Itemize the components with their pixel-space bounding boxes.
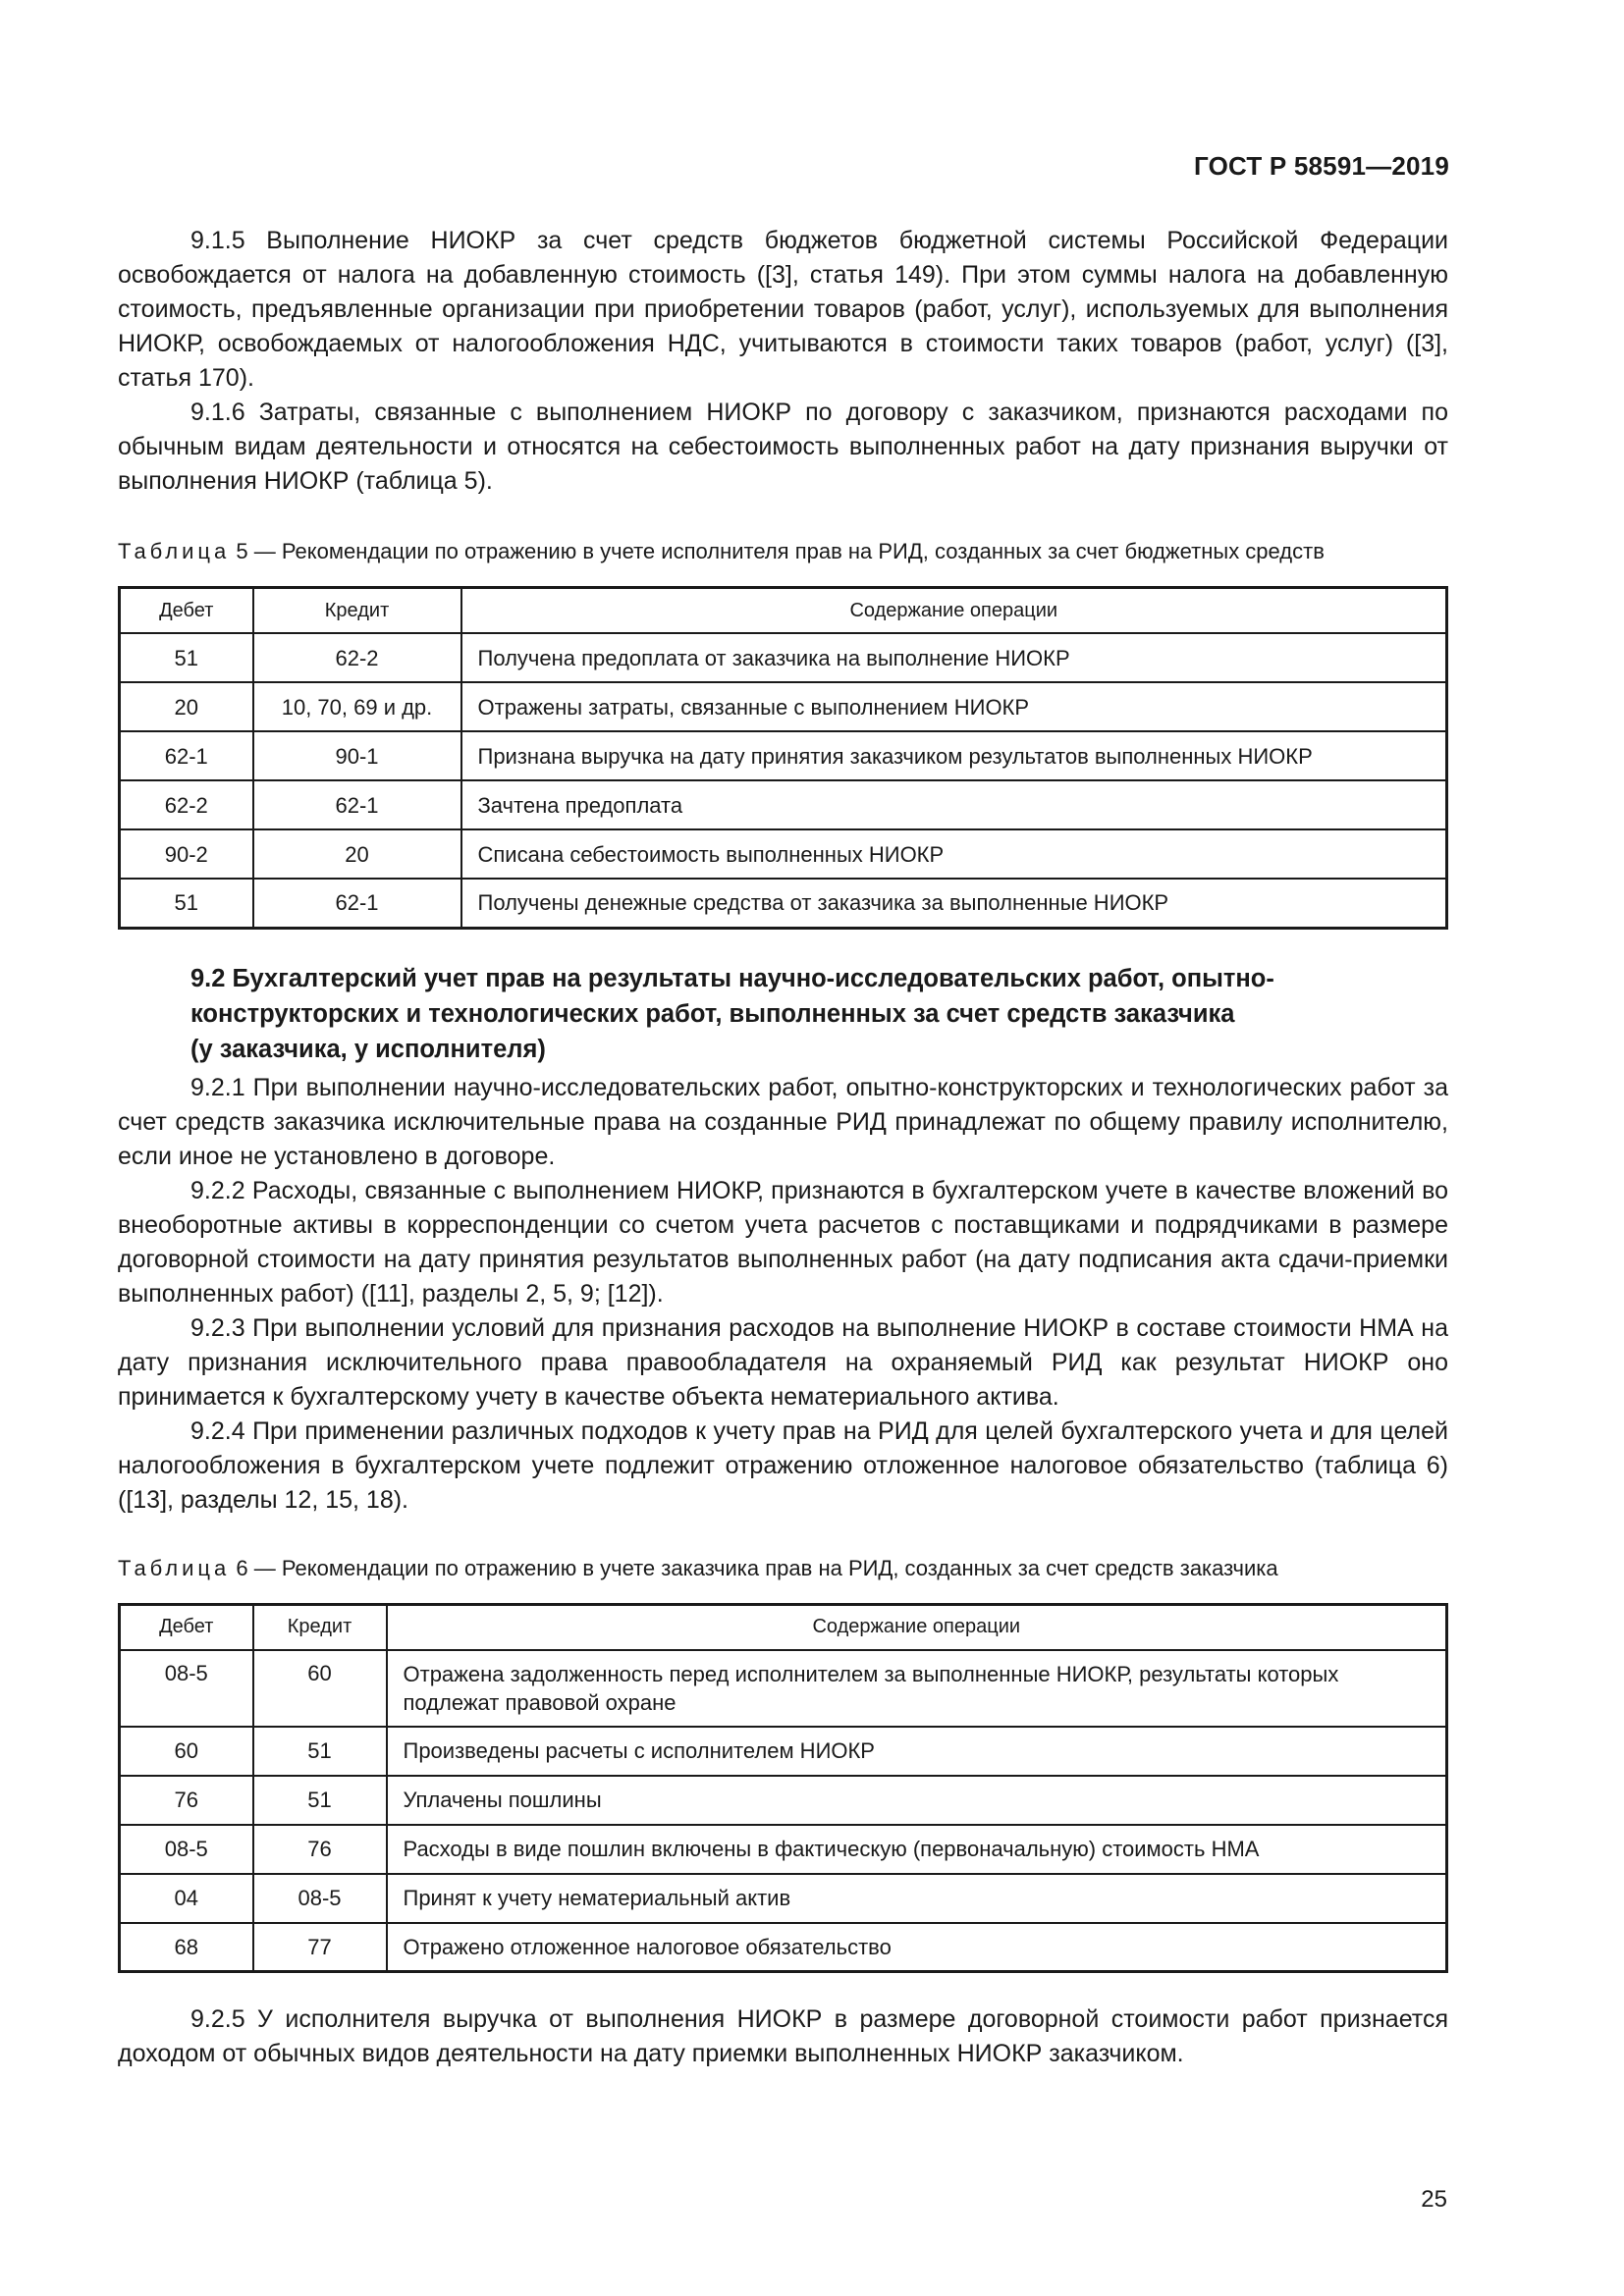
table5-header-operation: Содержание операции xyxy=(461,588,1447,634)
debit-cell: 62-2 xyxy=(120,780,253,829)
table-row xyxy=(120,1650,1447,1727)
operation-cell: Списана себестоимость выполненных НИОКР xyxy=(461,829,1447,879)
operation-cell: Получены денежные средства от заказчика за выполненные НИОКР xyxy=(461,879,1447,928)
paragraph-9-1-5: 9.1.5 Выполнение НИОКР за счет средств бюджетов бюджетной системы Российской Федерации освобождается от налога на добавленную стоимость ([3], статья 149). При этом суммы налога на добавленную стоимость, предъявленные организации при приобретении товаров (работ, услуг), используемых для выполнения НИОКР, освобождаемых от налогообложения НДС, учитываются в стоимости таких товаров (работ, услуг) ([3], статья 170). xyxy=(118,227,1448,392)
paragraph-9-1-6: 9.1.6 Затраты, связанные с выполнением НИОКР по договору с заказчиком, признаются расходами по обычным видам деятельности и относятся на себестоимость выполненных работ на дату признания выручки от выполнения НИОКР (таблица 5). xyxy=(118,399,1448,495)
table5-header-credit: Кредит xyxy=(253,588,461,634)
table-row xyxy=(120,682,1447,731)
table6-header-credit: Кредит xyxy=(253,1604,387,1650)
operation-cell: Расходы в виде пошлин включены в фактическую (первоначальную) стоимость НМА xyxy=(387,1825,1447,1874)
standard-header: ГОСТ Р 58591—2019 xyxy=(1194,151,1449,181)
table5-caption: Таблица 5 — Рекомендации по отражению в учете исполнителя прав на РИД, созданных за счет бюджетных средств xyxy=(118,539,1325,563)
credit-cell: 51 xyxy=(253,1776,387,1825)
paragraph-9-2-2: 9.2.2 Расходы, связанные с выполнением НИОКР, признаются в бухгалтерском учете в качестве вложений во внеоборотные активы в корреспонденции со счетом учета расчетов с поставщиками и подрядчиками в размере договорной стоимости на дату принятия результатов выполненных работ (на дату подписания акта сдачи-приемки выполненных работ) ([11], разделы 2, 5, 9; [12]). xyxy=(118,1176,1448,1308)
table-row xyxy=(120,829,1447,879)
credit-cell: 08-5 xyxy=(253,1874,387,1923)
operation-cell: Принят к учету нематериальный актив xyxy=(387,1874,1447,1923)
table-row xyxy=(120,1874,1447,1923)
debit-cell: 20 xyxy=(120,682,253,731)
table5 xyxy=(118,586,1448,930)
debit-cell: 62-1 xyxy=(120,731,253,780)
credit-cell: 62-1 xyxy=(253,780,461,829)
table-row xyxy=(120,1776,1447,1825)
table-row xyxy=(120,780,1447,829)
operation-cell: Отражена задолженность перед исполнителем за выполненные НИОКР, результаты которых подлежат правовой охране xyxy=(387,1650,1447,1727)
credit-cell: 62-1 xyxy=(253,879,461,928)
table-row xyxy=(120,1923,1447,1972)
credit-cell: 60 xyxy=(253,1650,387,1727)
operation-cell: Уплачены пошлины xyxy=(387,1776,1447,1825)
debit-cell: 51 xyxy=(120,879,253,928)
table5-header-row xyxy=(120,588,1447,634)
operation-cell: Произведены расчеты с исполнителем НИОКР xyxy=(387,1727,1447,1776)
debit-cell: 76 xyxy=(120,1776,253,1825)
paragraph-9-2-5: 9.2.5 У исполнителя выручка от выполнения НИОКР в размере договорной стоимости работ признается доходом от обычных видов деятельности на дату приемки выполненных НИОКР заказчиком. xyxy=(118,2005,1448,2067)
table5-header-debit: Дебет xyxy=(120,588,253,634)
debit-cell: 08-5 xyxy=(120,1825,253,1874)
operation-cell: Признана выручка на дату принятия заказчиком результатов выполненных НИОКР xyxy=(461,731,1447,780)
table6-caption: Таблица 6 — Рекомендации по отражению в учете заказчика прав на РИД, созданных за счет средств заказчика xyxy=(118,1555,1278,1580)
table-row xyxy=(120,731,1447,780)
table-row xyxy=(120,1825,1447,1874)
table6-header-operation: Содержание операции xyxy=(387,1604,1447,1650)
debit-cell: 51 xyxy=(120,633,253,682)
debit-cell: 90-2 xyxy=(120,829,253,879)
page-number: 25 xyxy=(1421,2186,1447,2213)
section-9-2-title: 9.2 Бухгалтерский учет прав на результаты научно-исследовательских работ, опытно- конструкторских и технологических работ, выполненных за счет средств заказчика (у заказчика, у исполнителя) xyxy=(190,964,1274,1063)
table6 xyxy=(118,1603,1448,1974)
table6-header-row xyxy=(120,1604,1447,1650)
operation-cell: Отражены затраты, связанные с выполнением НИОКР xyxy=(461,682,1447,731)
operation-cell: Отражено отложенное налоговое обязательство xyxy=(387,1923,1447,1972)
credit-cell: 10, 70, 69 и др. xyxy=(253,682,461,731)
table6-header-debit: Дебет xyxy=(120,1604,253,1650)
page-body xyxy=(118,224,1448,2071)
debit-cell: 08-5 xyxy=(120,1650,253,1727)
credit-cell: 76 xyxy=(253,1825,387,1874)
operation-cell: Зачтена предоплата xyxy=(461,780,1447,829)
paragraph-9-2-4: 9.2.4 При применении различных подходов к учету прав на РИД для целей бухгалтерского учета и для целей налогообложения в бухгалтерском учете подлежит отражению отложенное налоговое обязательство (таблица 6) ([13], разделы 12, 15, 18). xyxy=(118,1416,1448,1514)
operation-cell: Получена предоплата от заказчика на выполнение НИОКР xyxy=(461,633,1447,682)
debit-cell: 04 xyxy=(120,1874,253,1923)
debit-cell: 60 xyxy=(120,1727,253,1776)
credit-cell: 62-2 xyxy=(253,633,461,682)
table-row xyxy=(120,1727,1447,1776)
credit-cell: 90-1 xyxy=(253,731,461,780)
paragraph-9-2-3: 9.2.3 При выполнении условий для признания расходов на выполнение НИОКР в составе стоимости НМА на дату признания исключительного права правообладателя на охраняемый РИД как результат НИОКР оно принимается к бухгалтерскому учету в качестве объекта нематериального актива. xyxy=(118,1313,1448,1411)
table-row xyxy=(120,633,1447,682)
credit-cell: 77 xyxy=(253,1923,387,1972)
table-row xyxy=(120,879,1447,928)
credit-cell: 51 xyxy=(253,1727,387,1776)
credit-cell: 20 xyxy=(253,829,461,879)
debit-cell: 68 xyxy=(120,1923,253,1972)
paragraph-9-2-1: 9.2.1 При выполнении научно-исследовательских работ, опытно-конструкторских и технологических работ за счет средств заказчика исключительные права на созданные РИД принадлежат по общему правилу исполнителю, если иное не установлено в договоре. xyxy=(118,1073,1448,1170)
